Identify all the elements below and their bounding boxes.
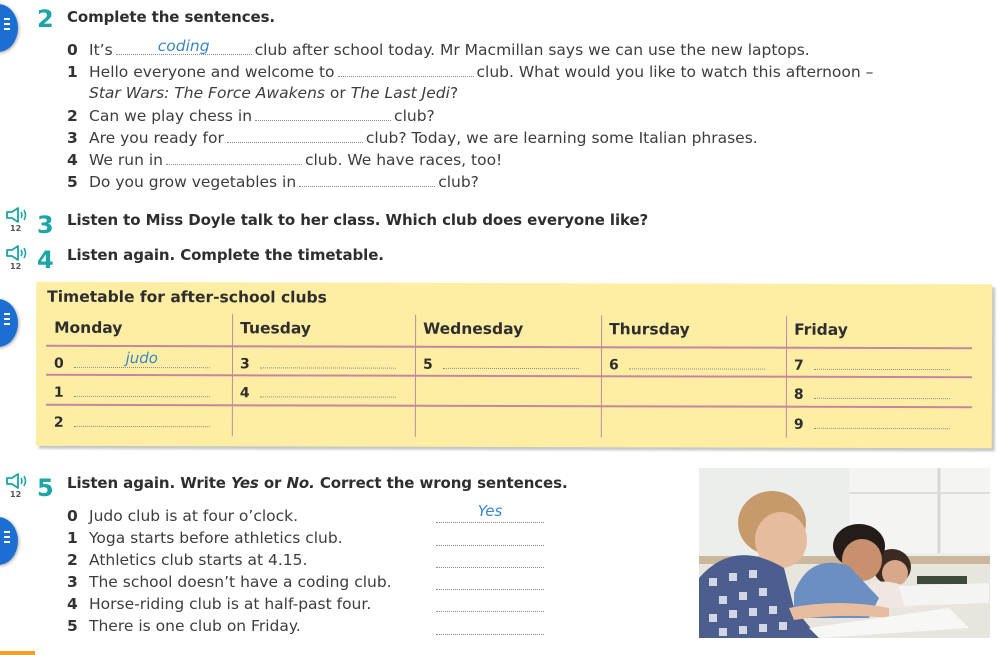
timetable-slot: 8 xyxy=(794,382,953,402)
exercise-number: 4 xyxy=(37,246,54,274)
yes-no-answer-field[interactable] xyxy=(436,550,544,568)
column-header-friday: Friday xyxy=(794,320,848,339)
timetable-slot: 3 xyxy=(240,351,399,371)
column-header-wednesday: Wednesday xyxy=(423,319,524,339)
speaker-icon xyxy=(5,207,29,223)
yes-no-answer-field[interactable] xyxy=(436,594,544,612)
statement-item: 4 Horse-riding club is at half-past four. xyxy=(67,595,372,613)
item-number: 4 xyxy=(67,151,78,169)
speaker-icon xyxy=(5,473,29,489)
audio-button[interactable] xyxy=(5,245,29,273)
grid-line xyxy=(601,315,602,437)
column-header-thursday: Thursday xyxy=(609,320,690,339)
exercise-title: Listen again. Complete the timetable. xyxy=(67,246,384,264)
exercise-title: Complete the sentences. xyxy=(67,8,276,26)
item-number: 5 xyxy=(67,173,78,191)
menu-icon xyxy=(4,536,10,538)
page-marker xyxy=(0,651,35,655)
statement-item: 5 There is one club on Friday. xyxy=(67,617,301,635)
grid-line xyxy=(786,316,787,438)
exercise-number: 2 xyxy=(37,5,54,33)
grid-line xyxy=(46,374,972,378)
grid-line xyxy=(415,315,416,437)
audio-button[interactable] xyxy=(5,207,29,235)
yes-no-answer-field[interactable] xyxy=(436,572,544,590)
answer-blank[interactable] xyxy=(260,380,396,397)
statement-item: 2 Athletics club starts at 4.15. xyxy=(67,551,308,569)
yes-no-answer-field[interactable] xyxy=(436,617,544,635)
answer-blank[interactable] xyxy=(629,352,765,369)
answer-blank[interactable] xyxy=(299,170,435,187)
menu-icon xyxy=(4,23,10,25)
side-menu-button[interactable] xyxy=(0,517,18,565)
answer-blank[interactable] xyxy=(74,410,210,427)
side-menu-button[interactable] xyxy=(0,4,18,52)
timetable-slot: 2 xyxy=(54,410,213,430)
column-header-monday: Monday xyxy=(54,318,123,337)
answer-blank[interactable] xyxy=(74,348,210,368)
timetable-slot: 1 xyxy=(54,380,213,400)
sentence-item: 1 Hello everyone and welcome to club. What would you like to watch this afternoon – xyxy=(67,60,873,82)
sentence-item: 5 Do you grow vegetables in club? xyxy=(67,170,479,192)
yes-no-answer-field[interactable] xyxy=(436,502,544,523)
grid-line xyxy=(232,314,233,436)
column-header-tuesday: Tuesday xyxy=(240,319,311,338)
answer-blank[interactable] xyxy=(166,148,302,165)
item-number: 3 xyxy=(67,129,78,147)
answer-blank[interactable] xyxy=(260,351,396,368)
audio-button[interactable] xyxy=(5,473,29,501)
item-number: 0 xyxy=(67,41,78,59)
sentence-item: 2 Can we play chess in club? xyxy=(67,104,435,126)
exercise-title: Listen again. Write Yes or No. Correct the wrong sentences. xyxy=(67,474,568,492)
statement-item: 0 Judo club is at four o’clock. xyxy=(67,507,299,525)
answer-text: Yes xyxy=(477,502,503,520)
audio-track-number: 12 xyxy=(10,224,22,233)
answer-blank[interactable] xyxy=(227,126,363,143)
answer-blank[interactable] xyxy=(255,104,391,121)
audio-track-number: 12 xyxy=(10,490,22,499)
speaker-icon xyxy=(5,245,29,261)
timetable-slot: 7 xyxy=(794,353,953,373)
timetable-grid xyxy=(46,314,972,433)
timetable-slot: 4 xyxy=(240,380,399,400)
exercise-number: 3 xyxy=(37,211,54,239)
timetable-slot: 5 xyxy=(423,352,582,372)
answer-blank[interactable] xyxy=(338,60,474,77)
answer-blank[interactable] xyxy=(116,38,252,55)
side-menu-button[interactable] xyxy=(0,299,18,347)
exercise-title: Listen to Miss Doyle talk to her class. Which club does everyone like? xyxy=(67,211,649,229)
item-number: 2 xyxy=(67,107,78,125)
answer-text: judo xyxy=(125,348,158,368)
exercise-number: 5 xyxy=(37,474,54,502)
answer-blank[interactable] xyxy=(814,382,950,399)
answer-text: coding xyxy=(157,37,210,55)
timetable-slot: 9 xyxy=(794,412,953,432)
menu-icon xyxy=(4,318,10,320)
answer-blank[interactable] xyxy=(443,352,579,369)
statement-item: 3 The school doesn’t have a coding club. xyxy=(67,573,392,591)
statement-item: 1 Yoga starts before athletics club. xyxy=(67,529,343,547)
grid-line xyxy=(46,404,972,408)
yes-no-answer-field[interactable] xyxy=(436,528,544,546)
timetable-title: Timetable for after-school clubs xyxy=(47,287,327,307)
answer-blank[interactable] xyxy=(814,353,950,370)
timetable-slot: 6 xyxy=(609,352,768,372)
answer-blank[interactable] xyxy=(74,380,210,397)
timetable-card xyxy=(36,282,992,449)
timetable-slot: 0 judo xyxy=(54,351,213,371)
sentence-continuation: Star Wars: The Force Awakens or The Last Jedi? xyxy=(89,84,459,102)
sentence-item: 3 Are you ready for club? Today, we are learning some Italian phrases. xyxy=(67,126,758,148)
sentence-item: 0 It’s coding club after school today. Mr Macmillan says we can use the new laptops. xyxy=(67,37,810,59)
sentence-item: 4 We run in club. We have races, too! xyxy=(67,148,502,170)
audio-track-number: 12 xyxy=(10,262,22,271)
classroom-photo xyxy=(699,468,990,638)
item-number: 1 xyxy=(67,63,78,81)
answer-blank[interactable] xyxy=(814,412,950,429)
